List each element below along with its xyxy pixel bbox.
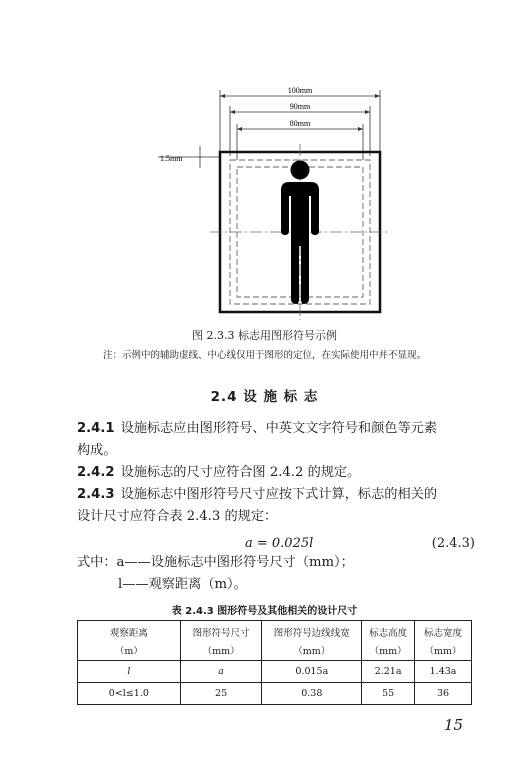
table-cell: 0.015a: [262, 661, 362, 683]
where-line: l——观察距离（m）。: [118, 577, 247, 592]
clause-number: 2.4.3: [77, 487, 115, 502]
clause-text: 设施标志的尺寸应符合图 2.4.2 的规定。: [120, 465, 361, 480]
table-cell: 1.43a: [415, 661, 472, 683]
clause-text: 设施标志中图形符号尺寸应按下式计算，标志的相关的: [120, 487, 438, 502]
pictogram-figure: [150, 84, 410, 324]
formula-expression: a = 0.025l: [245, 536, 314, 551]
table-cell: a: [180, 661, 262, 683]
clause-text: 设计尺寸应符合表 2.4.3 的规定：: [77, 509, 278, 524]
person-icon: [281, 161, 319, 305]
table-cell: 36: [415, 683, 472, 705]
clause-number: 2.4.1: [77, 421, 115, 436]
header-cell: 图形符号边线线宽 （mm）: [262, 621, 362, 661]
dim-80mm: 80mm: [289, 119, 311, 128]
clause-number: 2.4.2: [77, 465, 115, 480]
table-cell: 55: [362, 683, 415, 705]
figure-note: 注：示例中的辅助虚线、中心线仅用于图形的定位，在实际使用中并不显现。: [102, 350, 426, 361]
dim-90mm: 90mm: [289, 102, 311, 111]
page-number: 15: [444, 716, 464, 734]
header-cell: 标志高度 （mm）: [362, 621, 415, 661]
header-cell: 标志宽度 （mm）: [415, 621, 472, 661]
paragraph-line: [77, 440, 477, 462]
formula-number: (2.4.3): [431, 536, 475, 551]
paragraph-line: [77, 484, 477, 506]
design-size-table: [77, 620, 472, 705]
table-row: [78, 661, 472, 683]
where-line: 式中：a——设施标志中图形符号尺寸（mm）；: [77, 555, 354, 570]
table-cell: 2.21a: [362, 661, 415, 683]
header-cell: 观察距离 （m）: [78, 621, 181, 661]
dim-1-5mm: 1.5mm: [160, 154, 183, 163]
table-cell: 0<l≤1.0: [78, 683, 181, 705]
figure-caption: 图 2.3.3 标志用图形符号示例: [192, 329, 337, 342]
table-cell: 25: [180, 683, 262, 705]
paragraph-line: [77, 506, 477, 528]
paragraph-line: [77, 418, 477, 440]
table-row: [78, 683, 472, 705]
clause-text: 构成。: [77, 443, 117, 458]
table-header-row: [78, 621, 472, 661]
table-caption: 表 2.4.3 图形符号及其他相关的设计尺寸: [171, 606, 358, 617]
table-cell: 0.38: [262, 683, 362, 705]
dim-100mm: 100mm: [287, 86, 313, 95]
header-cell: 图形符号尺寸 （mm）: [180, 621, 262, 661]
table-cell: l: [78, 661, 181, 683]
paragraph-line: [77, 462, 477, 484]
section-heading: 2.4 设 施 标 志: [210, 389, 319, 405]
clause-text: 设施标志应由图形符号、中英文文字符号和颜色等元素: [120, 421, 438, 436]
